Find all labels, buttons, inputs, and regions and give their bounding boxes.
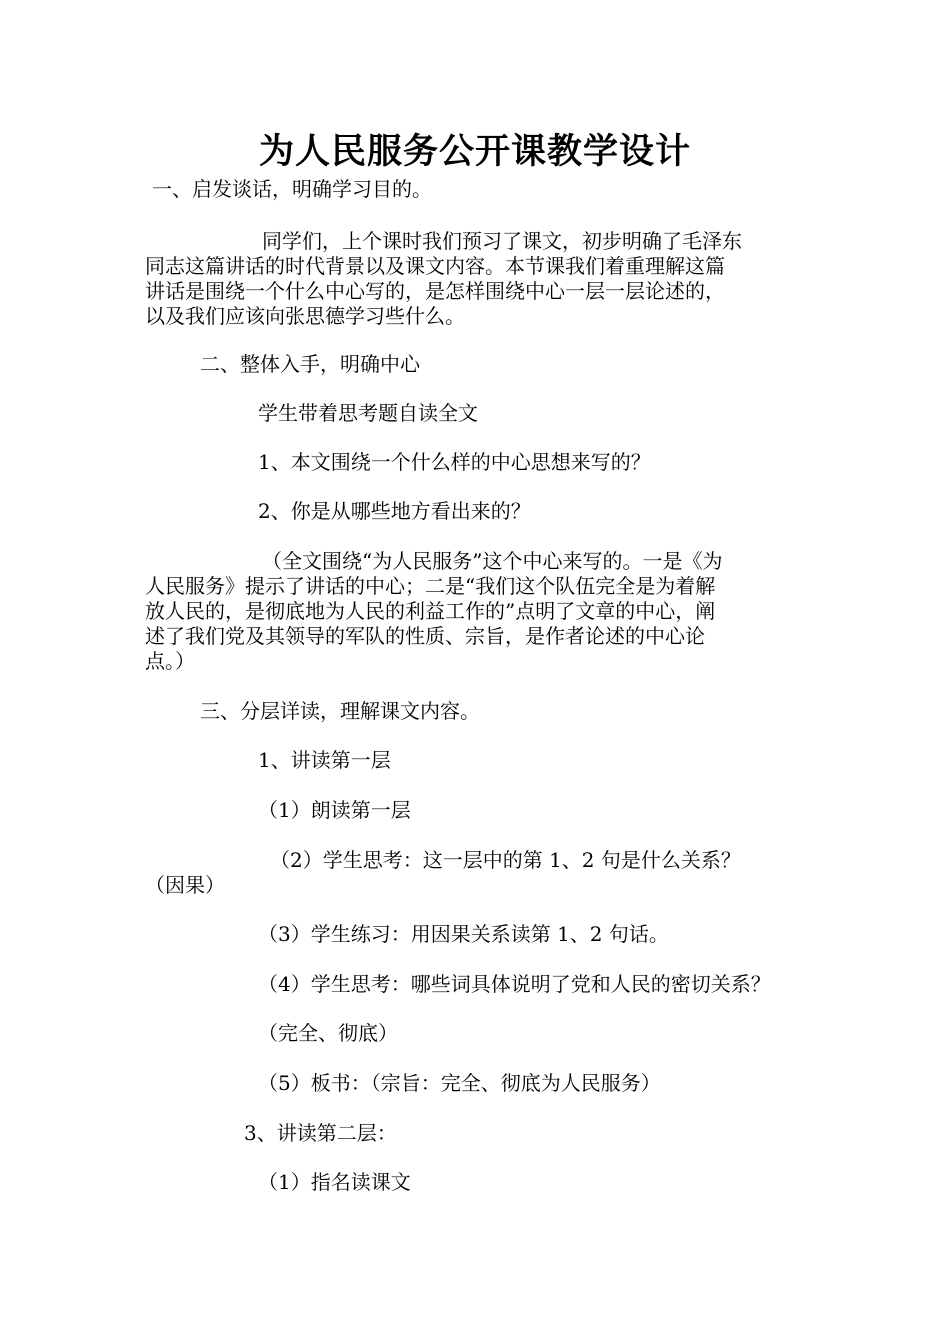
section3-heading: 三、分层详读，理解课文内容。 [200,699,480,723]
section3-subheading-3-step-1: （1）指名读课文 [258,1170,411,1194]
document-title: 为人民服务公开课教学设计 [258,132,691,172]
section3-subheading-3: 3、讲读第二层： [244,1121,397,1145]
section2-answer-line: 人民服务》提示了讲话的中心；二是“我们这个队伍完全是为着解 [145,574,716,598]
section2-intro: 学生带着思考题自读全文 [258,401,478,425]
section2-question-2: 2、你是从哪些地方看出来的？ [258,499,531,523]
section3-subheading-1: 1、讲读第一层 [258,748,391,772]
section3-step-5: （5）板书：（宗旨：完全、彻底为人民服务） [258,1071,661,1095]
section2-answer-line: 点。） [145,649,195,673]
section2-answer-line: 放人民的，是彻底地为人民的利益工作的”点明了文章的中心，阐 [145,599,716,623]
section2-answer-line: 述了我们党及其领导的军队的性质、宗旨，是作者论述的中心论 [145,624,705,648]
section3-step-4-answer: （完全、彻底） [258,1021,398,1045]
section2-answer-line: （全文围绕“为人民服务”这个中心来写的。一是《为 [262,549,723,573]
section1-paragraph-line: 同志这篇讲话的时代背景以及课文内容。本节课我们着重理解这篇 [145,254,725,278]
section1-paragraph-line: 讲话是围绕一个什么中心写的，是怎样围绕中心一层一层论述的， [145,279,725,303]
section1-paragraph-line: 同学们，上个课时我们预习了课文，初步明确了毛泽东 [262,229,742,253]
section3-step-3: （3）学生练习：用因果关系读第 1、2 句话。 [258,922,669,946]
section1-heading: 一、启发谈话，明确学习目的。 [152,177,432,201]
section2-heading: 二、整体入手，明确中心 [200,352,420,376]
section3-step-1: （1）朗读第一层 [258,798,411,822]
section1-paragraph-line: 以及我们应该向张思德学习些什么。 [145,304,465,328]
section3-step-4: （4）学生思考：哪些词具体说明了党和人民的密切关系？ [258,972,771,996]
section2-question-1: 1、本文围绕一个什么样的中心思想来写的？ [258,450,651,474]
section3-step-2-answer: （因果） [145,873,225,897]
section3-step-2: （2）学生思考：这一层中的第 1、2 句是什么关系？ [270,848,741,872]
